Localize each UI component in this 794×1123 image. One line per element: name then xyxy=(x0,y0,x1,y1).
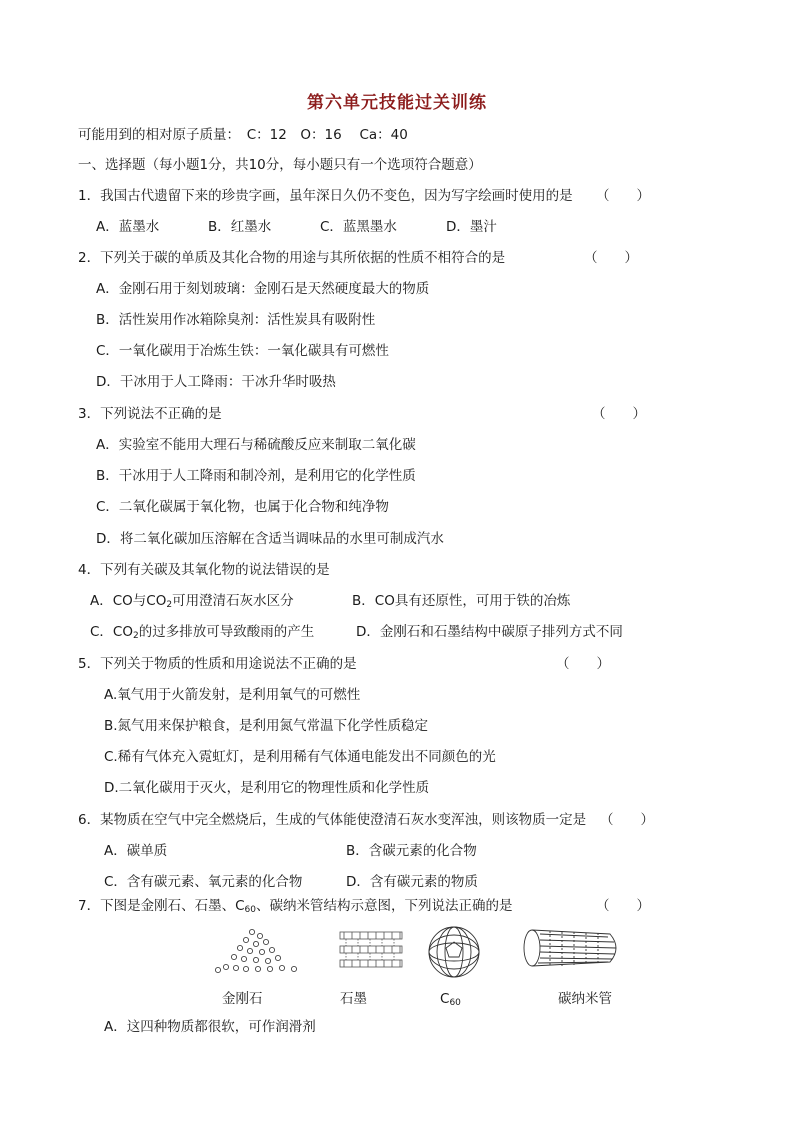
q3-stem: 3．下列说法不正确的是 xyxy=(78,406,222,422)
q1-option-c: C．蓝黑墨水 xyxy=(320,219,397,235)
q3-option-b: B．干冰用于人工降雨和制冷剂，是利用它的化学性质 xyxy=(96,468,416,484)
q1-answer-bracket: （ ） xyxy=(596,188,650,204)
q3-option-a: A．实验室不能用大理石与稀硫酸反应来制取二氧化碳 xyxy=(96,437,416,453)
q5-option-c: C.稀有气体充入霓虹灯，是利用稀有气体通电能发出不同颜色的光 xyxy=(104,749,496,765)
atomic-mass-line: 可能用到的相对原子质量： C：12 O：16 Ca：40 xyxy=(78,127,408,143)
q3-answer-bracket: （ ） xyxy=(592,406,646,422)
q2-option-b: B．活性炭用作冰箱除臭剂：活性炭具有吸附性 xyxy=(96,312,376,328)
c60-structure-diagram xyxy=(429,927,479,977)
q2-option-c: C．一氧化碳用于冶炼生铁：一氧化碳具有可燃性 xyxy=(96,343,389,359)
q6-stem: 6．某物质在空气中完全燃烧后，生成的气体能使澄清石灰水变浑浊，则该物质一定是 xyxy=(78,812,587,828)
label-nanotube: 碳纳米管 xyxy=(558,991,612,1007)
q2-option-d: D．干冰用于人工降雨：干冰升华时吸热 xyxy=(96,374,336,390)
q7-stem: 7．下图是金刚石、石墨、$C_{60}$、碳纳米管结构示意图，下列说法正确的是 xyxy=(78,898,513,915)
q1-option-b: B．红墨水 xyxy=(208,219,272,235)
q7-option-a: A．这四种物质都很软，可作润滑剂 xyxy=(104,1019,316,1035)
nanotube-structure-diagram xyxy=(524,930,616,966)
q4-option-d: D．金刚石和石墨结构中碳原子排列方式不同 xyxy=(356,624,623,640)
carbon-structures-figure xyxy=(210,924,630,980)
q3-option-c: C．二氧化碳属于氧化物，也属于化合物和纯净物 xyxy=(96,499,389,515)
q6-option-a: A．碳单质 xyxy=(104,843,168,859)
q6-option-d: D．含有碳元素的物质 xyxy=(346,874,478,890)
label-c60: $C_{60}$ xyxy=(440,991,461,1008)
label-graphite: 石墨 xyxy=(340,991,367,1007)
q5-option-d: D.二氧化碳用于灭火，是利用它的物理性质和化学性质 xyxy=(104,780,430,796)
section-heading: 一、选择题（每小题1分，共10分，每小题只有一个选项符合题意） xyxy=(78,157,482,173)
q1-stem: 1．我国古代遗留下来的珍贵字画，虽年深日久仍不变色，因为写字绘画时使用的是 xyxy=(78,188,573,204)
q2-stem: 2．下列关于碳的单质及其化合物的用途与其所依据的性质不相符合的是 xyxy=(78,250,506,266)
q2-answer-bracket: （ ） xyxy=(584,250,638,266)
label-diamond: 金刚石 xyxy=(222,991,263,1007)
q6-answer-bracket: （ ） xyxy=(600,812,654,828)
q4-stem: 4．下列有关碳及其氧化物的说法错误的是 xyxy=(78,562,330,578)
q5-option-b: B.氮气用来保护粮食，是利用氮气常温下化学性质稳定 xyxy=(104,718,429,734)
q6-option-b: B．含碳元素的化合物 xyxy=(346,843,477,859)
q1-option-d: D．墨汁 xyxy=(446,219,497,235)
q4-option-a: A．CO与$CO_2$可用澄清石灰水区分 xyxy=(90,593,294,610)
q6-option-c: C．含有碳元素、氧元素的化合物 xyxy=(104,874,303,890)
q2-option-a: A．金刚石用于刻划玻璃：金刚石是天然硬度最大的物质 xyxy=(96,281,430,297)
q1-option-a: A．蓝墨水 xyxy=(96,219,160,235)
q7-answer-bracket: （ ） xyxy=(596,898,650,914)
q5-stem: 5．下列关于物质的性质和用途说法不正确的是 xyxy=(78,656,357,672)
q5-option-a: A.氧气用于火箭发射，是利用氧气的可燃性 xyxy=(104,687,361,703)
q5-answer-bracket: （ ） xyxy=(556,656,610,672)
page-title: 第六单元技能过关训练 xyxy=(307,93,487,113)
q4-option-c: C．$CO_2$的过多排放可导致酸雨的产生 xyxy=(90,624,315,641)
graphite-structure-diagram xyxy=(340,932,402,967)
diamond-structure-diagram xyxy=(215,929,296,972)
q4-option-b: B．CO具有还原性，可用于铁的冶炼 xyxy=(352,593,571,609)
q3-option-d: D．将二氧化碳加压溶解在含适当调味品的水里可制成汽水 xyxy=(96,531,444,547)
